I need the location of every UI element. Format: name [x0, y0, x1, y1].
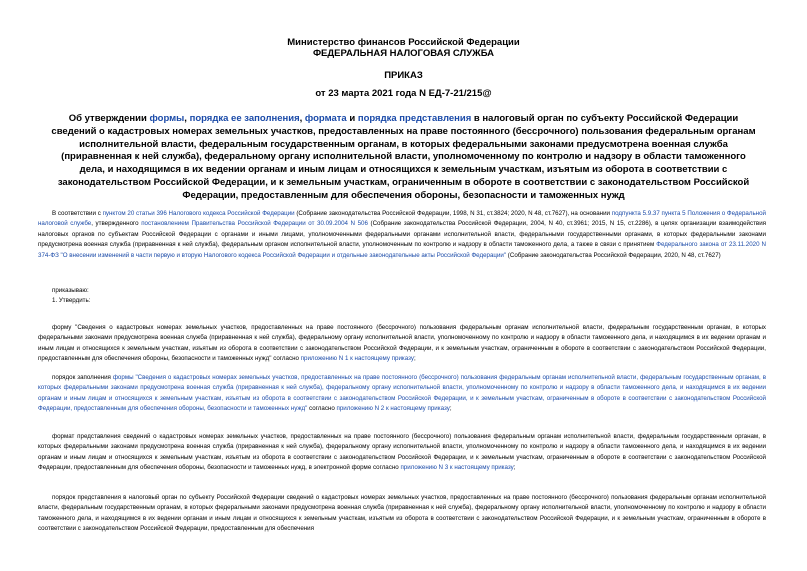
- title-separator: и: [346, 113, 358, 124]
- paragraph-text: порядок заполнения: [52, 374, 113, 381]
- link-federal-law[interactable]: Федерального закона от 23.11.2020 N 374-ФЗ "О внесении изменений в части первую и вторую Налогового кодекса Российской Федерации и отдельные законодательные акты Российской Федерации": [38, 241, 767, 259]
- paragraph-text: форму "Сведения о кадастровых номерах земельных участков, предоставленных на праве постоянного (бессрочного) пользования федеральным органам исполнительной власти, федеральным государственным органам, в которых федеральными законами предусмотрена военная служба (приравненная к ней служба), федеральному органу исполнительной власти, уполномоченному по контролю и надзору в области таможенного дела, и находящимся в их ведении органам и иным лицам и относящихся к земельным участкам, изъятым из оборота в соответствии с законодательством Российской Федерации, и к земельным участкам, ограниченным в обороте в соответствии с законодательством Российской Федерации, предоставленным для обеспечения обороны, безопасности и таможенных нужд" согласно: [38, 324, 766, 363]
- link-government-decree[interactable]: постановлением Правительства Российской Федерации от 30.09.2004 N 506: [141, 220, 368, 228]
- title-link-fill-order[interactable]: порядка ее заполнения: [189, 113, 300, 124]
- link-form-name[interactable]: формы "Сведения о кадастровых номерах земельных участков, предоставленных на праве постоянного (бессрочного) пользования федеральным органам исполнительной власти, федеральным государственным органам, в которых федеральными законами предусмотрена военная служба (приравненная к ней служба), федеральному органу исполнительной власти, уполномоченному по контролю и надзору в области таможенного дела, и находящимся в их ведении органам и иным лицам и относящихся к земельным участкам, изъятым из оборота в соответствии с законодательством Российской Федерации, и к земельным участкам, ограниченным в обороте в соответствии с законодательством Российской Федерации, предоставленным для обеспечения обороны, безопасности и таможенных нужд": [38, 374, 766, 413]
- paragraph-text: ;: [413, 355, 416, 363]
- preamble-text: (Собрание законодательства Российской Федерации, 1998, N 31, ст.3824; 2020, N 48, ст.7627), на основании: [294, 210, 612, 217]
- title-link-submit-order[interactable]: порядка представления: [357, 113, 472, 124]
- link-appendix-1[interactable]: приложению N 1 к настоящему приказу: [300, 355, 414, 363]
- title-separator: ,: [184, 113, 190, 124]
- paragraph-submit-order: [38, 493, 766, 535]
- paragraph-fill-order: [38, 373, 766, 415]
- title-rest: в налоговый орган по субъекту Российской Федерации сведений о кадастровых номерах земельных участков, предоставленных на праве постоянного (бессрочного) пользования федеральным органам исполнительной власти, федеральным государственным органам, в которых федеральными законами предусмотрена военная служба (приравненная к ней служба), федеральному органу исполнительной власти, уполномоченному по контролю и надзору в области таможенного дела, и находящимся в их ведении органам и иным лицам и относящихся к земельным участкам, изъятым из оборота в соответствии с законодательством Российской Федерации, и к земельным участкам, ограниченным в обороте в соответствии с законодательством Российской Федерации, предоставленным для обеспечения обороны, безопасности и таможенных нужд: [51, 113, 756, 201]
- link-appendix-3[interactable]: приложению N 3 к настоящему приказу: [400, 464, 514, 472]
- title-link-format[interactable]: формата: [304, 113, 347, 124]
- document-type: ПРИКАЗ: [384, 70, 423, 81]
- title-prefix: Об утверждении: [68, 113, 150, 124]
- document-date-number: от 23 марта 2021 года N ЕД-7-21/215@: [315, 88, 492, 99]
- paragraph-text: согласно: [307, 405, 337, 413]
- document-title: [50, 113, 757, 203]
- item-1-approve: 1. Утвердить:: [52, 297, 91, 304]
- link-fns-regulation[interactable]: подпункта 5.9.37 пункта 5 Положения о Федеральной налоговой службе: [38, 210, 766, 228]
- preamble-text: , утвержденного: [91, 220, 142, 228]
- paragraph-text: ;: [449, 405, 452, 413]
- paragraph-text: порядок представления в налоговый орган по субъекту Российской Федерации сведений о кадастровых номерах земельных участков, предоставленных на праве постоянного (бессрочного) пользования федеральным органам исполнительной власти, федеральным государственным органам, в которых федеральными законами предусмотрена военная служба (приравненная к ней служба), федеральному органу исполнительной власти, уполномоченному по контролю и надзору в области таможенного дела, и находящимся в их ведении органам и иным лицам и относящихся к земельным участкам, изъятым из оборота в соответствии с законодательством Российской Федерации, и к земельным участкам, ограниченным в обороте в соответствии с законодательством Российской Федерации, предоставленным для обеспечения: [38, 494, 766, 533]
- title-separator: ,: [299, 113, 305, 124]
- preamble-text: (Собрание законодательства Российской Федерации, 2004, N 40, ст.3961; 2015, N 15, ст.2286), в целях организации взаимодействия налоговых органов по субъектам Российской Федерации с органами и иными лицами, уполномоченными федеральными органами исполнительной власти, федеральными государственными органами, в которых федеральными законами предусмотрена военная служба (приравненная к ней служба), федеральным органом исполнительной власти, уполномоченным по контролю и надзору в области таможенного дела, а также в связи с принятием: [38, 220, 766, 249]
- ministry-name: Министерство финансов Российской Федерации: [287, 37, 520, 48]
- link-tax-code-article[interactable]: пунктом 20 статьи 396 Налогового кодекса Российской Федерации: [102, 210, 295, 217]
- preamble-text: (Собрание законодательства Российской Федерации, 2020, N 48, ст.7627): [506, 251, 721, 259]
- paragraph-text: ;: [513, 464, 516, 472]
- paragraph-form: [38, 323, 766, 365]
- link-appendix-2[interactable]: приложению N 2 к настоящему приказу: [336, 405, 450, 413]
- order-word: приказываю:: [52, 287, 89, 294]
- paragraph-format: [38, 432, 766, 474]
- preamble-text: В соответствии с: [52, 210, 103, 217]
- paragraph-text: формат представления сведений о кадастровых номерах земельных участков, предоставленных на праве постоянного (бессрочного) пользования федеральным органам исполнительной власти, федеральным государственным органам, в которых федеральными законами предусмотрена военная служба (приравненная к ней служба), федеральному органу исполнительной власти, уполномоченному по контролю и надзору в области таможенного дела, и находящимся в их ведении органам и иным лицам и относящихся к земельным участкам, изъятым из оборота в соответствии с законодательством Российской Федерации, и к земельным участкам, ограниченным в обороте в соответствии с законодательством Российской Федерации, предоставленным для обеспечения обороны, безопасности и таможенных нужд, в электронной форме согласно: [38, 433, 766, 472]
- service-name: ФЕДЕРАЛЬНАЯ НАЛОГОВАЯ СЛУЖБА: [312, 48, 495, 59]
- title-link-form[interactable]: формы: [149, 113, 185, 124]
- preamble-paragraph: [38, 209, 766, 261]
